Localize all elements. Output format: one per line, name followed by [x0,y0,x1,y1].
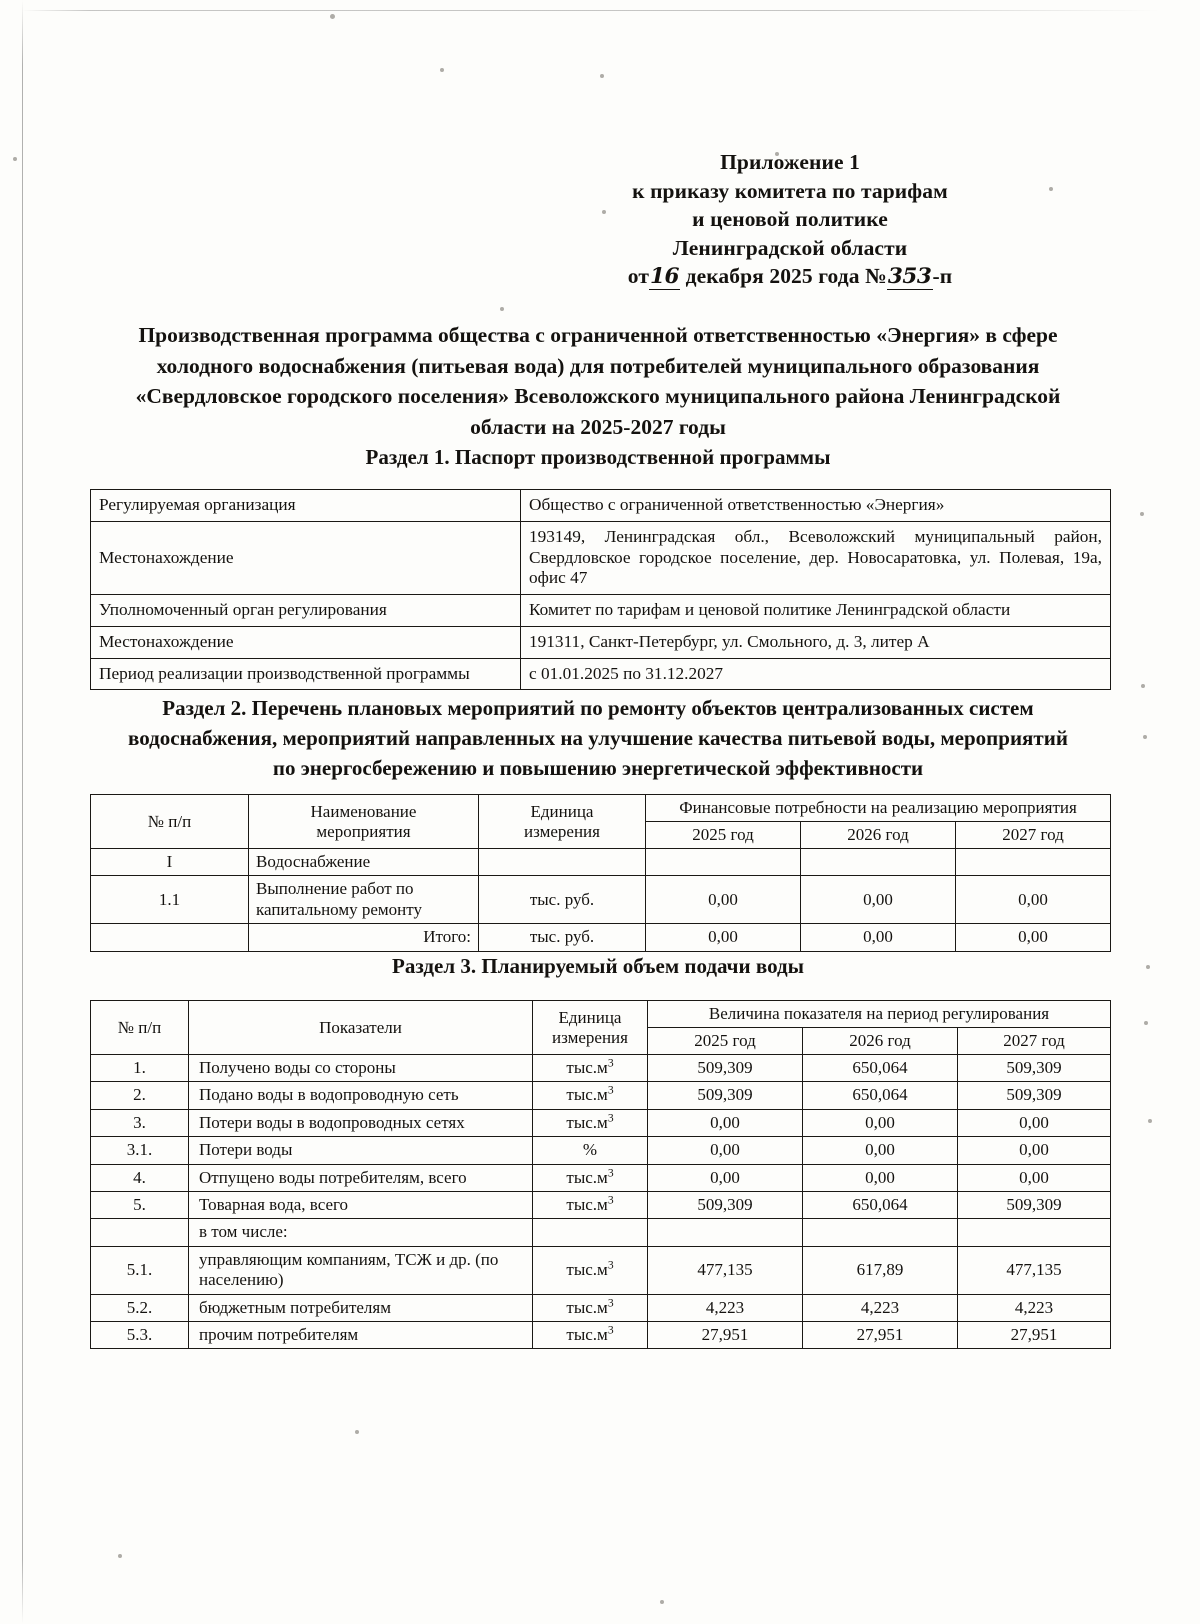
passport-label: Период реализации производственной программы [91,658,521,690]
scan-speck [1049,187,1053,191]
volume-value-2026: 650,064 [803,1192,958,1219]
volume-value-2025: 477,135 [648,1246,803,1294]
volume-unit: $тыс.м^3$ [533,1294,648,1321]
volume-value-2027: 0,00 [958,1164,1111,1191]
passport-value: Общество с ограниченной ответственностью «Энергия» [521,490,1111,522]
volume-unit: $тыс.м^3$ [533,1322,648,1349]
volume-num: 3. [91,1109,189,1136]
table-row [91,1192,1111,1219]
order-number-handwritten: 353 [887,264,932,290]
order-day-handwritten: 16 [649,264,680,290]
measure-name: Водоснабжение [249,849,479,876]
passport-value: с 01.01.2025 по 31.12.2027 [521,658,1111,690]
volume-num: 5.3. [91,1322,189,1349]
table-row [91,521,1111,594]
volume-unit: $тыс.м^3$ [533,1109,648,1136]
volume-indicator: прочим потребителям [189,1322,533,1349]
total-unit: тыс. руб. [479,924,646,951]
col-header-unit-line-1: Единица [558,1007,622,1027]
col-header-num: № п/п [91,1001,189,1055]
passport-value: 191311, Санкт-Петербург, ул. Смольного, д. 3, литер А [521,626,1111,658]
table-row [91,1082,1111,1109]
col-header-financial-group: Финансовые потребности на реализацию мероприятия [646,795,1111,822]
appendix-header [560,148,1020,292]
col-header-value-group: Величина показателя на период регулирования [648,1001,1111,1028]
order-number-symbol: № [865,264,887,289]
volume-value-2026: 0,00 [803,1109,958,1136]
col-header-num: № п/п [91,795,249,849]
col-header-measure-name-line-2: мероприятия [316,821,411,841]
volume-unit: $тыс.м^3$ [533,1055,648,1082]
volume-unit: $тыс.м^3$ [533,1082,648,1109]
col-header-unit-line-2: измерения [552,1027,628,1047]
scan-speck [1144,1021,1148,1025]
volume-num: 2. [91,1082,189,1109]
volume-num: 4. [91,1164,189,1191]
table-row [91,1322,1111,1349]
table-row [91,658,1111,690]
volume-value-2027: 27,951 [958,1322,1111,1349]
scan-speck [1140,512,1144,516]
scan-edge-left [22,0,23,1624]
section-2-heading [92,694,1104,783]
scan-edge-top [22,10,1160,11]
section-1-heading: Раздел 1. Паспорт производственной программы [365,445,831,469]
measure-value-2025 [646,849,801,876]
volume-value-2027: 477,135 [958,1246,1111,1294]
page-title-line-4: области на 2025-2027 годы [470,414,726,439]
col-header-year-2026: 2026 год [803,1028,958,1055]
table-row [91,876,1111,924]
scan-speck [660,1600,664,1604]
volume-num: 5.2. [91,1294,189,1321]
table-row [91,1164,1111,1191]
volume-value-2025: 509,309 [648,1192,803,1219]
volume-value-2025 [648,1219,803,1246]
measure-unit: тыс. руб. [479,876,646,924]
passport-label: Уполномоченный орган регулирования [91,595,521,627]
table-row [91,1246,1111,1294]
measure-value-2026 [801,849,956,876]
volume-unit [533,1219,648,1246]
table-row [91,849,1111,876]
total-num [91,924,249,951]
volume-value-2026 [803,1219,958,1246]
volume-value-2027: 0,00 [958,1137,1111,1164]
volume-num: 3.1. [91,1137,189,1164]
appendix-order-line-2: и ценовой политике [692,207,888,232]
scan-speck [118,1554,122,1558]
col-header-year-2027: 2027 год [956,822,1111,849]
section-2-heading-line-2: водоснабжения, мероприятий направленных на улучшение качества питьевой воды, мероприятий [128,725,1068,750]
appendix-order-date-line [560,262,1020,292]
volume-value-2025: 27,951 [648,1322,803,1349]
volume-value-2027 [958,1219,1111,1246]
volume-unit: $тыс.м^3$ [533,1192,648,1219]
measure-num: 1.1 [91,876,249,924]
volume-value-2026: 27,951 [803,1322,958,1349]
appendix-title: Приложение 1 [720,150,860,174]
passport-value: 193149, Ленинградская обл., Всеволожский муниципальный район, Свердловское городское поселение, дер. Новосаратовка, ул. Полевая, 19а, офис 47 [521,521,1111,594]
passport-label: Местонахождение [91,521,521,594]
col-header-measure-name-line-1: Наименование [310,801,417,821]
volume-value-2026: 4,223 [803,1294,958,1321]
measures-table [90,794,1111,952]
page-title [92,320,1104,442]
volume-value-2026: 650,064 [803,1055,958,1082]
col-header-indicator: Показатели [189,1001,533,1055]
measure-num: I [91,849,249,876]
table-row [91,1109,1111,1136]
table-header-row [91,1001,1111,1028]
scan-speck [330,14,335,19]
volume-value-2025: 509,309 [648,1055,803,1082]
appendix-order-line-3: Ленинградской области [672,235,908,260]
table-row [91,490,1111,522]
col-header-measure-name [249,795,479,849]
scan-speck [500,307,504,311]
volume-indicator: Потери воды [189,1137,533,1164]
col-header-unit-line-2: измерения [524,821,600,841]
scan-speck [1148,1119,1152,1123]
measure-value-2027: 0,00 [956,876,1111,924]
volume-indicator: Потери воды в водопроводных сетях [189,1109,533,1136]
passport-label: Местонахождение [91,626,521,658]
volume-num: 5.1. [91,1246,189,1294]
volume-value-2025: 4,223 [648,1294,803,1321]
volume-indicator: Отпущено воды потребителям, всего [189,1164,533,1191]
volume-value-2026: 0,00 [803,1164,958,1191]
table-row [91,1055,1111,1082]
volume-indicator: в том числе: [189,1219,533,1246]
volume-value-2026: 617,89 [803,1246,958,1294]
volume-indicator: Подано воды в водопроводную сеть [189,1082,533,1109]
table-header-row [91,795,1111,822]
section-2-heading-line-3: по энергосбережению и повышению энергетической эффективности [272,755,924,780]
col-header-year-2025: 2025 год [648,1028,803,1055]
col-header-unit [479,795,646,849]
total-label: Итого: [249,924,479,951]
volume-value-2027: 509,309 [958,1192,1111,1219]
scan-speck [1141,684,1145,688]
volume-num: 1. [91,1055,189,1082]
page-title-line-3: «Свердловское городского поселения» Всеволожского муниципального района Ленинградской [135,384,1061,409]
volume-value-2026: 650,064 [803,1082,958,1109]
volume-indicator: Товарная вода, всего [189,1192,533,1219]
volume-value-2026: 0,00 [803,1137,958,1164]
total-value-2025: 0,00 [646,924,801,951]
passport-table [90,489,1111,690]
order-number-suffix: -п [932,264,953,289]
measure-name: Выполнение работ по капитальному ремонту [249,876,479,924]
volume-unit: % [533,1137,648,1164]
table-row-total [91,924,1111,951]
volume-num [91,1219,189,1246]
volume-indicator: бюджетным потребителям [189,1294,533,1321]
order-month-year: декабря 2025 года [685,264,860,289]
section-2-heading-line-1: Раздел 2. Перечень плановых мероприятий по ремонту объектов централизованных систем [162,696,1034,720]
table-row [91,1219,1111,1246]
table-row [91,1294,1111,1321]
volume-value-2025: 0,00 [648,1137,803,1164]
scan-speck [600,74,604,78]
volume-value-2027: 4,223 [958,1294,1111,1321]
measure-value-2027 [956,849,1111,876]
table-row [91,1137,1111,1164]
passport-label: Регулируемая организация [91,490,521,522]
volume-value-2027: 509,309 [958,1082,1111,1109]
scan-speck [1143,735,1147,739]
col-header-year-2025: 2025 год [646,822,801,849]
scan-speck [13,157,17,161]
page-title-line-1: Производственная программа общества с ограниченной ответственностью «Энергия» в сфере [138,323,1058,347]
measure-value-2025: 0,00 [646,876,801,924]
col-header-year-2026: 2026 год [801,822,956,849]
scan-speck [1146,965,1150,969]
appendix-order-line-1: к приказу комитета по тарифам [632,178,948,203]
col-header-unit-line-1: Единица [530,801,594,821]
measure-unit [479,849,646,876]
volume-value-2025: 0,00 [648,1109,803,1136]
volume-value-2025: 0,00 [648,1164,803,1191]
volume-num: 5. [91,1192,189,1219]
section-3-heading: Раздел 3. Планируемый объем подачи воды [392,954,804,978]
volume-indicator: Получено воды со стороны [189,1055,533,1082]
table-row [91,595,1111,627]
volume-unit: $тыс.м^3$ [533,1164,648,1191]
scan-speck [440,68,444,72]
total-value-2026: 0,00 [801,924,956,951]
order-date-prefix: от [627,264,649,289]
page-title-line-2: холодного водоснабжения (питьевая вода) для потребителей муниципального образования [156,353,1040,378]
volume-indicator: управляющим компаниям, ТСЖ и др. (по населению) [189,1246,533,1294]
volume-value-2027: 509,309 [958,1055,1111,1082]
measure-value-2026: 0,00 [801,876,956,924]
volume-value-2027: 0,00 [958,1109,1111,1136]
volume-unit: $тыс.м^3$ [533,1246,648,1294]
volumes-table [90,1000,1111,1349]
total-value-2027: 0,00 [956,924,1111,951]
col-header-unit [533,1001,648,1055]
volume-value-2025: 509,309 [648,1082,803,1109]
passport-value: Комитет по тарифам и ценовой политике Ленинградской области [521,595,1111,627]
col-header-year-2027: 2027 год [958,1028,1111,1055]
scan-speck [355,1430,359,1434]
table-row [91,626,1111,658]
